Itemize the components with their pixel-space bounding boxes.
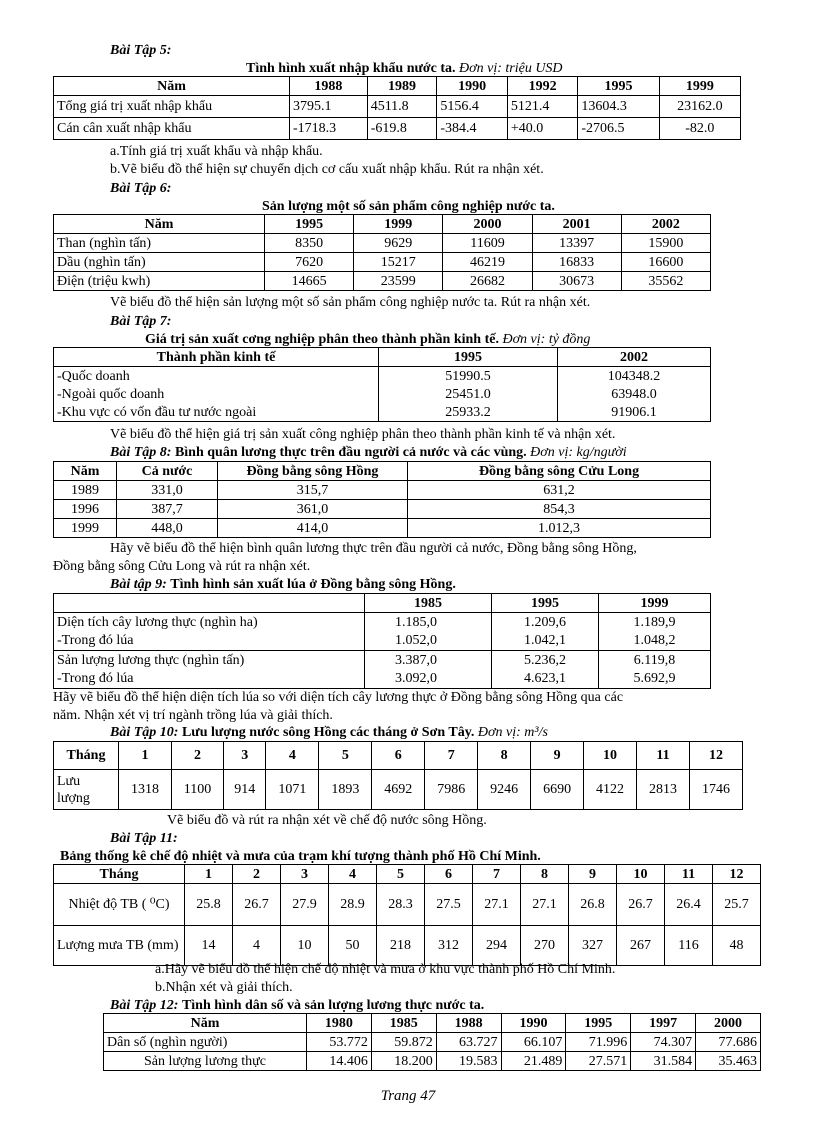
exercise-7-label: Bài Tập 7:: [110, 314, 172, 329]
page-number: Trang 47: [380, 1088, 436, 1104]
table-cell: 27.1: [473, 884, 521, 926]
exercise-10-unit: Đơn vị: m³/s: [477, 725, 548, 740]
table-row: [54, 670, 711, 689]
table-cell: 27.1: [521, 884, 569, 926]
table-header-cell: 2001: [532, 215, 621, 234]
table-header-cell: 12: [689, 742, 742, 770]
table-cell: 46219: [443, 253, 532, 272]
table-cell: 4.623,1: [492, 670, 599, 689]
table-cell: Lưu lượng: [54, 770, 119, 810]
table-header-cell: 1985: [365, 594, 492, 613]
table-header-cell: 1992: [507, 77, 577, 96]
table-cell: 9246: [478, 770, 531, 810]
exercise-9-label: Bài tập 9:: [110, 577, 167, 592]
exercise-5-unit: Đơn vị: triệu USD: [459, 61, 563, 76]
table-header-cell: 1988: [436, 1014, 501, 1033]
table-cell: 1.052,0: [365, 632, 492, 651]
table-cell: 5.692,9: [599, 670, 711, 689]
table-cell: 26.7: [617, 884, 665, 926]
table-header-cell: Tháng: [54, 742, 119, 770]
table-header-cell: 1999: [354, 215, 443, 234]
exercise-8-task-line-2: Đồng bằng sông Cửu Long và rút ra nhận xét.: [53, 559, 311, 574]
exercise-10-table: [53, 741, 743, 810]
table-header-cell: 6: [425, 865, 473, 884]
table-header-row: [104, 1014, 761, 1033]
table-header-row: [54, 594, 711, 613]
table-row: [54, 118, 741, 140]
exercise-11-title: Bảng thống kê chế độ nhiệt và mưa của trạm khí tượng thành phố Hồ Chí Minh.: [60, 849, 541, 864]
table-header-cell: 7: [425, 742, 478, 770]
exercise-5-task-a: a.Tính giá trị xuất khẩu và nhập khẩu.: [110, 144, 323, 159]
table-cell: 30673: [532, 272, 621, 291]
table-header-cell: 3: [281, 865, 329, 884]
table-cell: Dân số (nghìn người): [104, 1033, 307, 1052]
table-cell: -619.8: [367, 118, 437, 140]
table-header-row: [54, 215, 711, 234]
table-cell: 4122: [584, 770, 637, 810]
exercise-8-title-line: [110, 444, 627, 461]
table-row: [54, 253, 711, 272]
exercise-6-title: Sản lượng một số sản phẩm công nghiệp nước ta.: [262, 199, 555, 214]
table-header-cell: 6: [372, 742, 425, 770]
table-cell: 3.092,0: [365, 670, 492, 689]
table-cell: 21.489: [501, 1052, 566, 1071]
table-cell: 1100: [171, 770, 223, 810]
table-cell: 26.8: [569, 884, 617, 926]
exercise-6-table: [53, 214, 711, 291]
table-row: [54, 385, 711, 403]
table-row: [54, 500, 711, 519]
table-cell: -2706.5: [578, 118, 659, 140]
table-cell: 11609: [443, 234, 532, 253]
exercise-7-title: Giá trị sản xuất cơng nghiệp phân theo thành phần kinh tế.: [145, 332, 499, 347]
table-cell: 1318: [119, 770, 172, 810]
exercise-11-table: [53, 864, 761, 966]
table-cell: 18.200: [371, 1052, 436, 1071]
table-header-cell: 1988: [290, 77, 368, 96]
table-header-cell: 1989: [367, 77, 437, 96]
table-row: [54, 403, 711, 422]
table-header-cell: Đồng bằng sông Hồng: [218, 462, 408, 481]
table-row: [104, 1052, 761, 1071]
table-row: [104, 1033, 761, 1052]
table-cell: 9629: [354, 234, 443, 253]
table-cell: 7986: [425, 770, 478, 810]
table-cell: Tổng giá trị xuất nhập khẩu: [54, 96, 290, 118]
table-cell: Diện tích cây lương thực (nghìn ha): [54, 613, 365, 632]
table-cell: 25.8: [185, 884, 233, 926]
exercise-12-table: [103, 1013, 761, 1071]
table-cell: 66.107: [501, 1033, 566, 1052]
table-row: [54, 884, 761, 926]
table-header-cell: 8: [478, 742, 531, 770]
exercise-8-unit: Đơn vị: kg/người: [530, 445, 627, 460]
table-header-cell: 1995: [265, 215, 354, 234]
exercise-9-task-line-2: năm. Nhận xét vị trí ngành trồng lúa và giải thích.: [53, 708, 333, 723]
table-header-cell: 1995: [578, 77, 659, 96]
table-cell: 1.185,0: [365, 613, 492, 632]
table-header-cell: Năm: [54, 77, 290, 96]
table-cell: 1071: [266, 770, 319, 810]
table-cell: 50: [329, 926, 377, 966]
table-header-cell: 2: [233, 865, 281, 884]
table-header-cell: Năm: [54, 462, 117, 481]
exercise-6-label: Bài Tập 6:: [110, 181, 172, 196]
table-header-cell: 7: [473, 865, 521, 884]
table-cell: 26.4: [665, 884, 713, 926]
table-header-cell: 10: [617, 865, 665, 884]
table-cell: Lượng mưa TB (mm): [54, 926, 185, 966]
table-cell: 5121.4: [507, 96, 577, 118]
table-cell: 14665: [265, 272, 354, 291]
table-cell: Dầu (nghìn tấn): [54, 253, 265, 272]
table-cell: Sản lượng lương thực: [104, 1052, 307, 1071]
exercise-12-label: Bài Tập 12:: [110, 998, 179, 1013]
exercise-10-title: Lưu lượng nước sông Hồng các tháng ở Sơn Tây.: [181, 725, 475, 740]
table-cell: 1.189,9: [599, 613, 711, 632]
table-cell: -384.4: [437, 118, 507, 140]
table-row: [54, 481, 711, 500]
table-cell: -Trong đó lúa: [54, 670, 365, 689]
table-cell: 1999: [54, 519, 117, 538]
table-header-cell: 9: [569, 865, 617, 884]
table-cell: 23162.0: [659, 96, 740, 118]
table-cell: 1.048,2: [599, 632, 711, 651]
table-cell: 71.996: [566, 1033, 631, 1052]
table-header-cell: 10: [584, 742, 637, 770]
table-cell: 312: [425, 926, 473, 966]
table-cell: 51990.5: [379, 367, 558, 386]
table-cell: 91906.1: [558, 403, 711, 422]
table-header-cell: [54, 594, 365, 613]
table-header-cell: 1995: [492, 594, 599, 613]
table-cell: 631,2: [408, 481, 711, 500]
table-cell: 26.7: [233, 884, 281, 926]
table-cell: -1718.3: [290, 118, 368, 140]
table-cell: 27.571: [566, 1052, 631, 1071]
table-cell: 1989: [54, 481, 117, 500]
table-header-cell: 1995: [566, 1014, 631, 1033]
table-header-cell: 1: [119, 742, 172, 770]
exercise-9-title: Tình hình sản xuất lúa ở Đồng bằng sông Hồng.: [170, 577, 456, 592]
exercise-8-table: [53, 461, 711, 538]
table-cell: +40.0: [507, 118, 577, 140]
table-cell: 7620: [265, 253, 354, 272]
table-cell: 3795.1: [290, 96, 368, 118]
table-cell: 294: [473, 926, 521, 966]
table-header-cell: Đồng bằng sông Cửu Long: [408, 462, 711, 481]
table-cell: 1746: [689, 770, 742, 810]
exercise-12-title-line: [110, 997, 484, 1014]
table-cell: 27.5: [425, 884, 473, 926]
exercise-8-task-line-1: Hãy vẽ biểu đồ thể hiện bình quân lương thực trên đầu người cả nước, Đồng bằng sông Hồng,: [110, 541, 637, 556]
table-cell: 25933.2: [379, 403, 558, 422]
table-cell: 1.012,3: [408, 519, 711, 538]
exercise-11-task-a: a.Hãy vẽ biểu đồ thể hiện chế độ nhiệt và mưa ở khu vực thành phố Hồ Chí Minh.: [155, 962, 616, 977]
table-header-cell: Tháng: [54, 865, 185, 884]
table-header-cell: 2002: [621, 215, 710, 234]
table-row: [54, 272, 711, 291]
table-cell: 77.686: [696, 1033, 761, 1052]
table-cell: 4511.8: [367, 96, 437, 118]
table-row: [54, 96, 741, 118]
table-cell: 116: [665, 926, 713, 966]
table-header-cell: 1985: [371, 1014, 436, 1033]
table-header-cell: 1990: [501, 1014, 566, 1033]
table-cell: 1893: [319, 770, 372, 810]
table-header-cell: 2000: [696, 1014, 761, 1033]
table-header-cell: 1997: [631, 1014, 696, 1033]
table-cell: 1.209,6: [492, 613, 599, 632]
exercise-5-title: Tình hình xuất nhập khẩu nước ta.: [246, 61, 456, 76]
table-header-cell: 2: [171, 742, 223, 770]
table-cell: 331,0: [117, 481, 218, 500]
table-cell: 28.9: [329, 884, 377, 926]
exercise-5-task-b: b.Vẽ biểu đồ thể hiện sự chuyển dịch cơ cấu xuất nhập khẩu. Rút ra nhận xét.: [110, 162, 544, 177]
table-header-row: [54, 865, 761, 884]
table-header-cell: 2000: [443, 215, 532, 234]
table-cell: 13397: [532, 234, 621, 253]
table-cell: 63.727: [436, 1033, 501, 1052]
table-cell: 15217: [354, 253, 443, 272]
table-cell: 6690: [531, 770, 584, 810]
exercise-7-title-line: [145, 331, 590, 348]
exercise-6-task: Vẽ biểu đồ thể hiện sản lượng một số sản phẩm công nghiệp nước ta. Rút ra nhận xét.: [110, 295, 591, 310]
table-cell: 27.9: [281, 884, 329, 926]
table-cell: 1996: [54, 500, 117, 519]
exercise-9-task-line-1: Hãy vẽ biểu đồ thể hiện diện tích lúa so với diện tích cây lương thực ở Đồng bằng sông Hồng qua các: [53, 690, 624, 705]
table-cell: 6.119,8: [599, 651, 711, 670]
table-cell: 48: [713, 926, 761, 966]
table-cell: 1.042,1: [492, 632, 599, 651]
table-cell: 13604.3: [578, 96, 659, 118]
table-cell: 31.584: [631, 1052, 696, 1071]
table-cell: 4692: [372, 770, 425, 810]
table-header-cell: Năm: [104, 1014, 307, 1033]
table-cell: 23599: [354, 272, 443, 291]
table-header-row: [54, 742, 743, 770]
exercise-5-title-line: [246, 60, 563, 77]
table-cell: 5.236,2: [492, 651, 599, 670]
table-cell: Than (nghìn tấn): [54, 234, 265, 253]
exercise-8-label: Bài Tập 8:: [110, 445, 172, 460]
exercise-11-task-b: b.Nhận xét và giải thích.: [155, 980, 293, 995]
table-cell: 19.583: [436, 1052, 501, 1071]
table-cell: 59.872: [371, 1033, 436, 1052]
table-cell: 14: [185, 926, 233, 966]
table-cell: -Trong đó lúa: [54, 632, 365, 651]
table-header-cell: 9: [531, 742, 584, 770]
exercise-7-unit: Đơn vị: tỷ đồng: [502, 332, 591, 347]
table-cell: -Khu vực có vốn đầu tư nước ngoài: [54, 403, 379, 422]
table-header-cell: 1: [185, 865, 233, 884]
table-header-cell: 5: [377, 865, 425, 884]
table-header-row: [54, 348, 711, 367]
exercise-7-table: [53, 347, 711, 422]
table-cell: 63948.0: [558, 385, 711, 403]
table-row: [54, 613, 711, 632]
exercise-9-table: [53, 593, 711, 689]
table-row: [54, 367, 711, 386]
table-header-cell: 5: [319, 742, 372, 770]
exercise-8-title: Bình quân lương thực trên đầu người cả nước và các vùng.: [174, 445, 527, 460]
table-cell: 3.387,0: [365, 651, 492, 670]
table-header-cell: 12: [713, 865, 761, 884]
table-header-row: [54, 77, 741, 96]
table-header-cell: 4: [266, 742, 319, 770]
table-header-cell: 1990: [437, 77, 507, 96]
table-cell: -Ngoài quốc doanh: [54, 385, 379, 403]
table-cell: 15900: [621, 234, 710, 253]
exercise-7-task: Vẽ biểu đồ thể hiện giá trị sản xuất công nghiệp phân theo thành phần kinh tế và nhận xét.: [110, 427, 616, 442]
table-cell: Nhiệt độ TB ( ⁰C): [54, 884, 185, 926]
table-cell: -82.0: [659, 118, 740, 140]
table-cell: 270: [521, 926, 569, 966]
table-header-cell: Cả nước: [117, 462, 218, 481]
exercise-10-task: Vẽ biểu đồ và rút ra nhận xét về chế độ nước sông Hồng.: [167, 813, 487, 828]
table-cell: 2813: [637, 770, 690, 810]
table-header-cell: 11: [637, 742, 690, 770]
table-row: [54, 234, 711, 253]
table-cell: 14.406: [307, 1052, 372, 1071]
table-cell: 53.772: [307, 1033, 372, 1052]
table-cell: 4: [233, 926, 281, 966]
table-cell: 28.3: [377, 884, 425, 926]
table-cell: 35.463: [696, 1052, 761, 1071]
table-row: [54, 519, 711, 538]
table-header-cell: 4: [329, 865, 377, 884]
exercise-5-label: Bài Tập 5:: [110, 43, 172, 58]
table-cell: 16600: [621, 253, 710, 272]
exercise-11-label: Bài Tập 11:: [110, 831, 178, 846]
table-header-cell: 2002: [558, 348, 711, 367]
table-cell: 74.307: [631, 1033, 696, 1052]
table-cell: 104348.2: [558, 367, 711, 386]
table-cell: 218: [377, 926, 425, 966]
table-cell: 8350: [265, 234, 354, 253]
table-cell: Cán cân xuất nhập khẩu: [54, 118, 290, 140]
table-cell: 327: [569, 926, 617, 966]
table-cell: 387,7: [117, 500, 218, 519]
table-row: [54, 651, 711, 670]
exercise-9-title-line: [110, 576, 456, 593]
table-row: [54, 632, 711, 651]
table-header-cell: 1995: [379, 348, 558, 367]
table-cell: 315,7: [218, 481, 408, 500]
table-cell: 35562: [621, 272, 710, 291]
table-header-cell: 1999: [659, 77, 740, 96]
table-header-cell: Thành phần kinh tế: [54, 348, 379, 367]
table-header-cell: 11: [665, 865, 713, 884]
table-row: [54, 770, 743, 810]
exercise-10-label: Bài Tập 10:: [110, 725, 179, 740]
table-cell: Điện (triệu kwh): [54, 272, 265, 291]
table-cell: 25.7: [713, 884, 761, 926]
table-cell: Sản lượng lương thực (nghìn tấn): [54, 651, 365, 670]
table-header-cell: 8: [521, 865, 569, 884]
table-header-row: [54, 462, 711, 481]
table-cell: 16833: [532, 253, 621, 272]
table-cell: 854,3: [408, 500, 711, 519]
table-cell: 10: [281, 926, 329, 966]
exercise-12-title: Tình hình dân số và sản lượng lương thực nước ta.: [181, 998, 485, 1013]
table-cell: -Quốc doanh: [54, 367, 379, 386]
table-cell: 5156.4: [437, 96, 507, 118]
exercise-5-table: [53, 76, 741, 140]
table-cell: 267: [617, 926, 665, 966]
table-cell: 26682: [443, 272, 532, 291]
table-header-cell: 1980: [307, 1014, 372, 1033]
table-cell: 448,0: [117, 519, 218, 538]
table-cell: 914: [224, 770, 266, 810]
table-row: [54, 926, 761, 966]
table-cell: 414,0: [218, 519, 408, 538]
table-cell: 25451.0: [379, 385, 558, 403]
table-header-cell: Năm: [54, 215, 265, 234]
table-header-cell: 1999: [599, 594, 711, 613]
table-header-cell: 3: [224, 742, 266, 770]
exercise-10-title-line: [110, 724, 548, 741]
table-cell: 361,0: [218, 500, 408, 519]
